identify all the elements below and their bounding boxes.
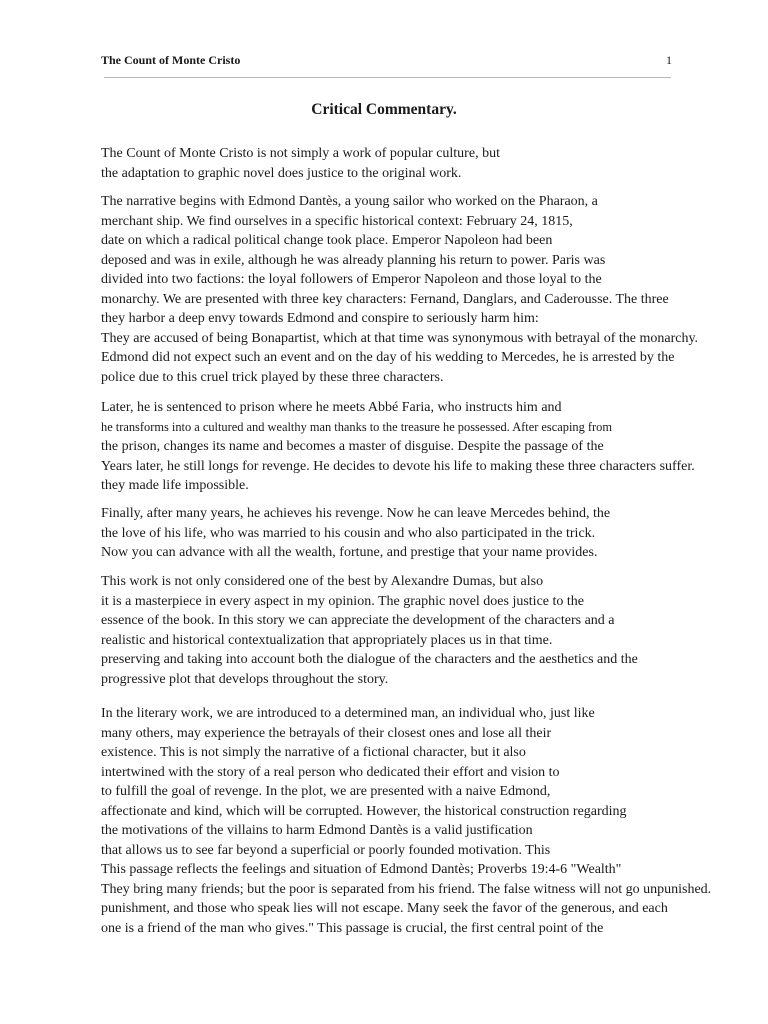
text-line: existence. This is not simply the narrative of a fictional character, but it also bbox=[101, 745, 526, 760]
text-line: deposed and was in exile, although he was already planning his return to power. Paris was bbox=[101, 252, 606, 268]
text-line: They bring many friends; but the poor is separated from his friend. The false witness will not go unpunished. bbox=[101, 881, 712, 897]
text-line: This work is not only considered one of the best by Alexandre Dumas, but also bbox=[101, 574, 544, 589]
text-line: the adaptation to graphic novel does justice to the original work. bbox=[101, 165, 462, 181]
text-line: realistic and historical contextualization that appropriately places us in that time. bbox=[101, 632, 553, 648]
text-line: to fulfill the goal of revenge. In the plot, we are presented with a naive Edmond, bbox=[101, 784, 551, 799]
text-line: They are accused of being Bonapartist, which at that time was synonymous with betrayal of the monarchy. bbox=[101, 330, 699, 346]
text-line: merchant ship. We find ourselves in a specific historical context: February 24, 1815, bbox=[101, 213, 573, 229]
text-line: that allows us to see far beyond a superficial or poorly founded motivation. This bbox=[101, 842, 551, 858]
text-line: The narrative begins with Edmond Dantès, a young sailor who worked on the Pharaon, a bbox=[101, 194, 598, 209]
text-line: many others, may experience the betrayals of their closest ones and lose all their bbox=[101, 725, 552, 741]
text-line: The Count of Monte Cristo is not simply a work of popular culture, but bbox=[101, 146, 500, 161]
text-line: one is a friend of the man who gives." This passage is crucial, the first central point of the bbox=[101, 920, 604, 936]
text-line: date on which a radical political change took place. Emperor Napoleon had been bbox=[101, 233, 553, 248]
header-divider bbox=[104, 77, 671, 78]
text-line: Now you can advance with all the wealth, fortune, and prestige that your name provides. bbox=[101, 545, 598, 560]
text-line: Finally, after many years, he achieves his revenge. Now he can leave Mercedes behind, the bbox=[101, 506, 611, 521]
page-number: 1 bbox=[666, 53, 672, 67]
text-line: punishment, and those who speak lies will not escape. Many seek the favor of the generous, and each bbox=[101, 901, 668, 916]
text-line: police due to this cruel trick played by these three characters. bbox=[101, 369, 444, 385]
text-line: they made life impossible. bbox=[101, 478, 249, 493]
header-title: The Count of Monte Cristo bbox=[101, 53, 241, 67]
text-line: Years later, he still longs for revenge. He decides to devote his life to making these three characters suffer. bbox=[101, 458, 695, 474]
document-title: Critical Commentary. bbox=[311, 101, 457, 118]
text-line: This passage reflects the feelings and situation of Edmond Dantès; Proverbs 19:4-6 "Wealth" bbox=[101, 862, 622, 877]
text-line: divided into two factions: the loyal followers of Emperor Napoleon and those loyal to the bbox=[101, 272, 602, 287]
text-line: progressive plot that develops throughout the story. bbox=[101, 671, 389, 687]
running-header bbox=[101, 52, 672, 68]
text-line: In the literary work, we are introduced to a determined man, an individual who, just like bbox=[101, 706, 595, 721]
text-line: affectionate and kind, which will be corrupted. However, the historical construction regarding bbox=[101, 803, 627, 819]
text-line: it is a masterpiece in every aspect in my opinion. The graphic novel does justice to the bbox=[101, 593, 584, 609]
text-line: the love of his life, who was married to his cousin and who also participated in the trick. bbox=[101, 525, 596, 541]
text-line: they harbor a deep envy towards Edmond and conspire to seriously harm him: bbox=[101, 311, 539, 326]
text-line: essence of the book. In this story we can appreciate the development of the characters and a bbox=[101, 613, 615, 628]
text-line: he transforms into a cultured and wealthy man thanks to the treasure he possessed. After escaping from bbox=[101, 419, 612, 434]
text-line: monarchy. We are presented with three key characters: Fernand, Danglars, and Caderousse. The three bbox=[101, 291, 669, 307]
text-line: preserving and taking into account both the dialogue of the characters and the aesthetics and the bbox=[101, 652, 638, 667]
text-line: the prison, changes its name and becomes a master of disguise. Despite the passage of the bbox=[101, 439, 604, 454]
text-line: Edmond did not expect such an event and on the day of his wedding to Mercedes, he is arrested by the bbox=[101, 350, 675, 365]
text-line: the motivations of the villains to harm Edmond Dantès is a valid justification bbox=[101, 823, 533, 838]
text-line: Later, he is sentenced to prison where he meets Abbé Faria, who instructs him and bbox=[101, 400, 562, 415]
text-line: intertwined with the story of a real person who dedicated their effort and vision to bbox=[101, 764, 560, 780]
